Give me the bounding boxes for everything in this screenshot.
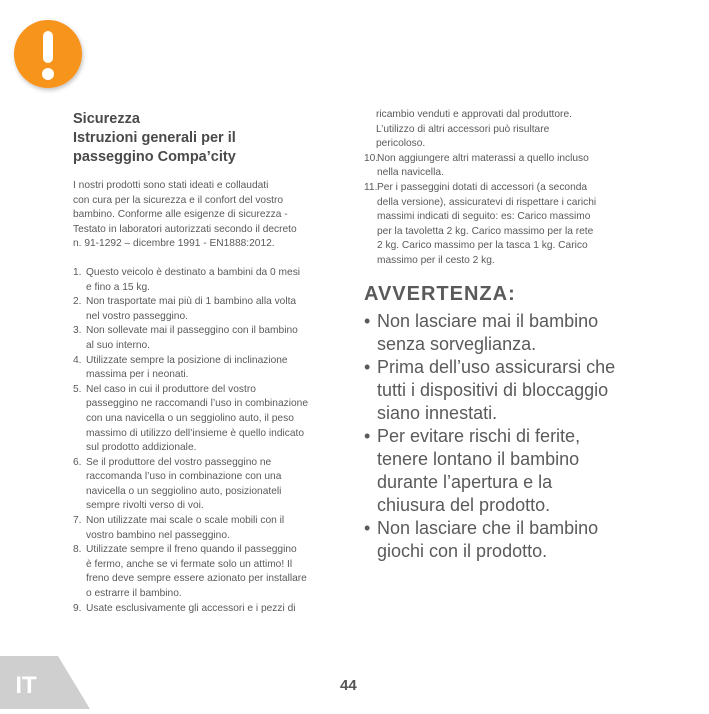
item-line: 2 kg. Carico massimo per la tasca 1 kg. Carico	[377, 240, 588, 252]
list-item	[73, 354, 341, 383]
section-title	[73, 110, 341, 167]
warning-line: siano innestati.	[377, 402, 498, 423]
bullet-icon: •	[364, 310, 371, 331]
warning-line: Prima dell’uso assicurarsi che	[377, 356, 616, 377]
item-line: è fermo, anche se vi fermate solo un attimo! Il	[86, 558, 293, 570]
continued-item	[364, 108, 654, 152]
item-number: 4.	[73, 354, 82, 366]
item-line: Non sollevate mai il passeggino con il bambino	[86, 325, 298, 337]
list-item	[73, 602, 341, 617]
list-item	[73, 295, 341, 324]
page-number: 44	[340, 677, 357, 694]
item-line: sul prodotto addizionale.	[86, 442, 197, 454]
item-number: 10.	[364, 152, 379, 164]
warning-line: giochi con il prodotto.	[377, 540, 548, 561]
list-item	[73, 266, 341, 295]
list-item	[73, 456, 341, 514]
list-item	[73, 514, 341, 543]
warning-line: tenere lontano il bambino	[377, 448, 580, 469]
warning-line: Per evitare rischi di ferite,	[377, 425, 581, 446]
item-line: passeggino ne raccomandi l’uso in combinazione	[86, 398, 308, 410]
item-line: massimo di utilizzo dell’insieme è quello indicato	[86, 427, 305, 439]
item-line: nella navicella.	[377, 167, 444, 179]
item-line: della versione), assicuratevi di rispettare i carichi	[377, 196, 597, 208]
item-line: Se il produttore del vostro passeggino ne	[86, 456, 272, 468]
warning-line: Non lasciare che il bambino	[377, 517, 599, 538]
list-item	[73, 543, 341, 601]
item-line: Questo veicolo è destinato a bambini da 0 mesi	[86, 266, 301, 278]
title-line: Istruzioni generali per il	[73, 130, 236, 146]
continued-line: L’utilizzo di altri accessori può risultare	[376, 123, 550, 135]
item-line: e fino a 15 kg.	[86, 281, 151, 293]
item-number: 7.	[73, 515, 82, 527]
safety-list	[73, 266, 341, 616]
title-line: Sicurezza	[73, 111, 140, 127]
item-line: Nel caso in cui il produttore del vostro	[86, 383, 256, 395]
item-line: Usate esclusivamente gli accessori e i pezzi di	[86, 602, 296, 614]
warning-item	[364, 517, 654, 563]
item-number: 3.	[73, 325, 82, 337]
warning-list	[364, 310, 654, 563]
item-number: 11.	[364, 181, 378, 193]
warning-line: durante l’apertura e la	[377, 471, 553, 492]
warning-item	[364, 310, 654, 356]
warning-item	[364, 425, 654, 517]
intro-line: I nostri prodotti sono stati ideati e collaudati	[73, 180, 269, 191]
right-column	[364, 108, 654, 563]
item-number: 5.	[73, 383, 82, 395]
warning-line: chiusura del prodotto.	[377, 494, 551, 515]
warning-badge	[10, 16, 88, 94]
item-line: massima per i neonati.	[86, 369, 189, 381]
item-line: vostro bambino nel passeggino.	[86, 529, 230, 541]
intro-paragraph	[73, 179, 341, 252]
item-number: 6.	[73, 456, 82, 468]
intro-line: con cura per la sicurezza e il confort del vostro	[73, 194, 284, 206]
item-number: 1.	[73, 266, 82, 278]
left-column	[73, 110, 341, 616]
list-item	[364, 181, 654, 269]
language-tab	[0, 656, 90, 709]
bullet-icon: •	[364, 517, 371, 538]
item-line: Non aggiungere altri materassi a quello incluso	[377, 152, 589, 164]
item-line: Non trasportate mai più di 1 bambino alla volta	[86, 296, 297, 308]
warning-item	[364, 356, 654, 425]
intro-line: Testato in laboratori autorizzati secondo il decreto	[73, 223, 297, 235]
bullet-icon: •	[364, 356, 371, 377]
item-line: massimo per il cesto 2 kg.	[377, 254, 495, 266]
warning-line: Non lasciare mai il bambino	[377, 310, 599, 331]
intro-line: n. 91-1292 – dicembre 1991 - EN1888:2012.	[73, 238, 275, 250]
safety-list-continued	[364, 152, 654, 269]
bullet-icon: •	[364, 425, 371, 446]
list-item	[364, 152, 654, 181]
item-number: 2.	[73, 296, 82, 308]
item-line: nel vostro passeggino.	[86, 310, 188, 322]
intro-line: bambino. Conforme alle esigenze di sicurezza -	[73, 209, 288, 221]
language-label: IT	[15, 672, 37, 699]
item-line: Non utilizzate mai scale o scale mobili con il	[86, 515, 285, 527]
item-line: sempre rivolti verso di voi.	[86, 500, 204, 512]
item-line: massimi indicati di seguito: es: Carico massimo	[377, 211, 591, 223]
item-line: per la tavoletta 2 kg. Carico massimo per la rete	[377, 225, 594, 237]
warning-line: tutti i dispositivi di bloccaggio	[377, 379, 609, 400]
warning-line: senza sorveglianza.	[377, 333, 537, 354]
item-line: Utilizzate sempre il freno quando il passeggino	[86, 544, 297, 556]
item-number: 9.	[73, 602, 82, 614]
item-line: Utilizzate sempre la posizione di inclinazione	[86, 354, 288, 366]
warning-title: AVVERTENZA:	[364, 282, 516, 305]
list-item	[73, 324, 341, 353]
item-line: al suo interno.	[86, 339, 150, 351]
continued-line: pericoloso.	[376, 138, 426, 150]
item-line: o estrarre il bambino.	[86, 588, 182, 600]
item-number: 8.	[73, 544, 82, 556]
item-line: con una navicella o un seggiolino auto, il peso	[86, 412, 294, 424]
item-line: raccomanda l’uso in combinazione con una	[86, 471, 282, 483]
item-line: freno deve sempre essere azionato per installare	[86, 573, 307, 585]
continued-line: ricambio venduti e approvati dal produttore.	[376, 109, 572, 120]
exclamation-icon	[10, 16, 88, 94]
list-item	[73, 383, 341, 456]
item-line: navicella o un seggiolino auto, posizionateli	[86, 485, 282, 497]
item-line: Per i passeggini dotati di accessori (a seconda	[377, 181, 588, 193]
title-line: passeggino Compa’city	[73, 149, 236, 165]
